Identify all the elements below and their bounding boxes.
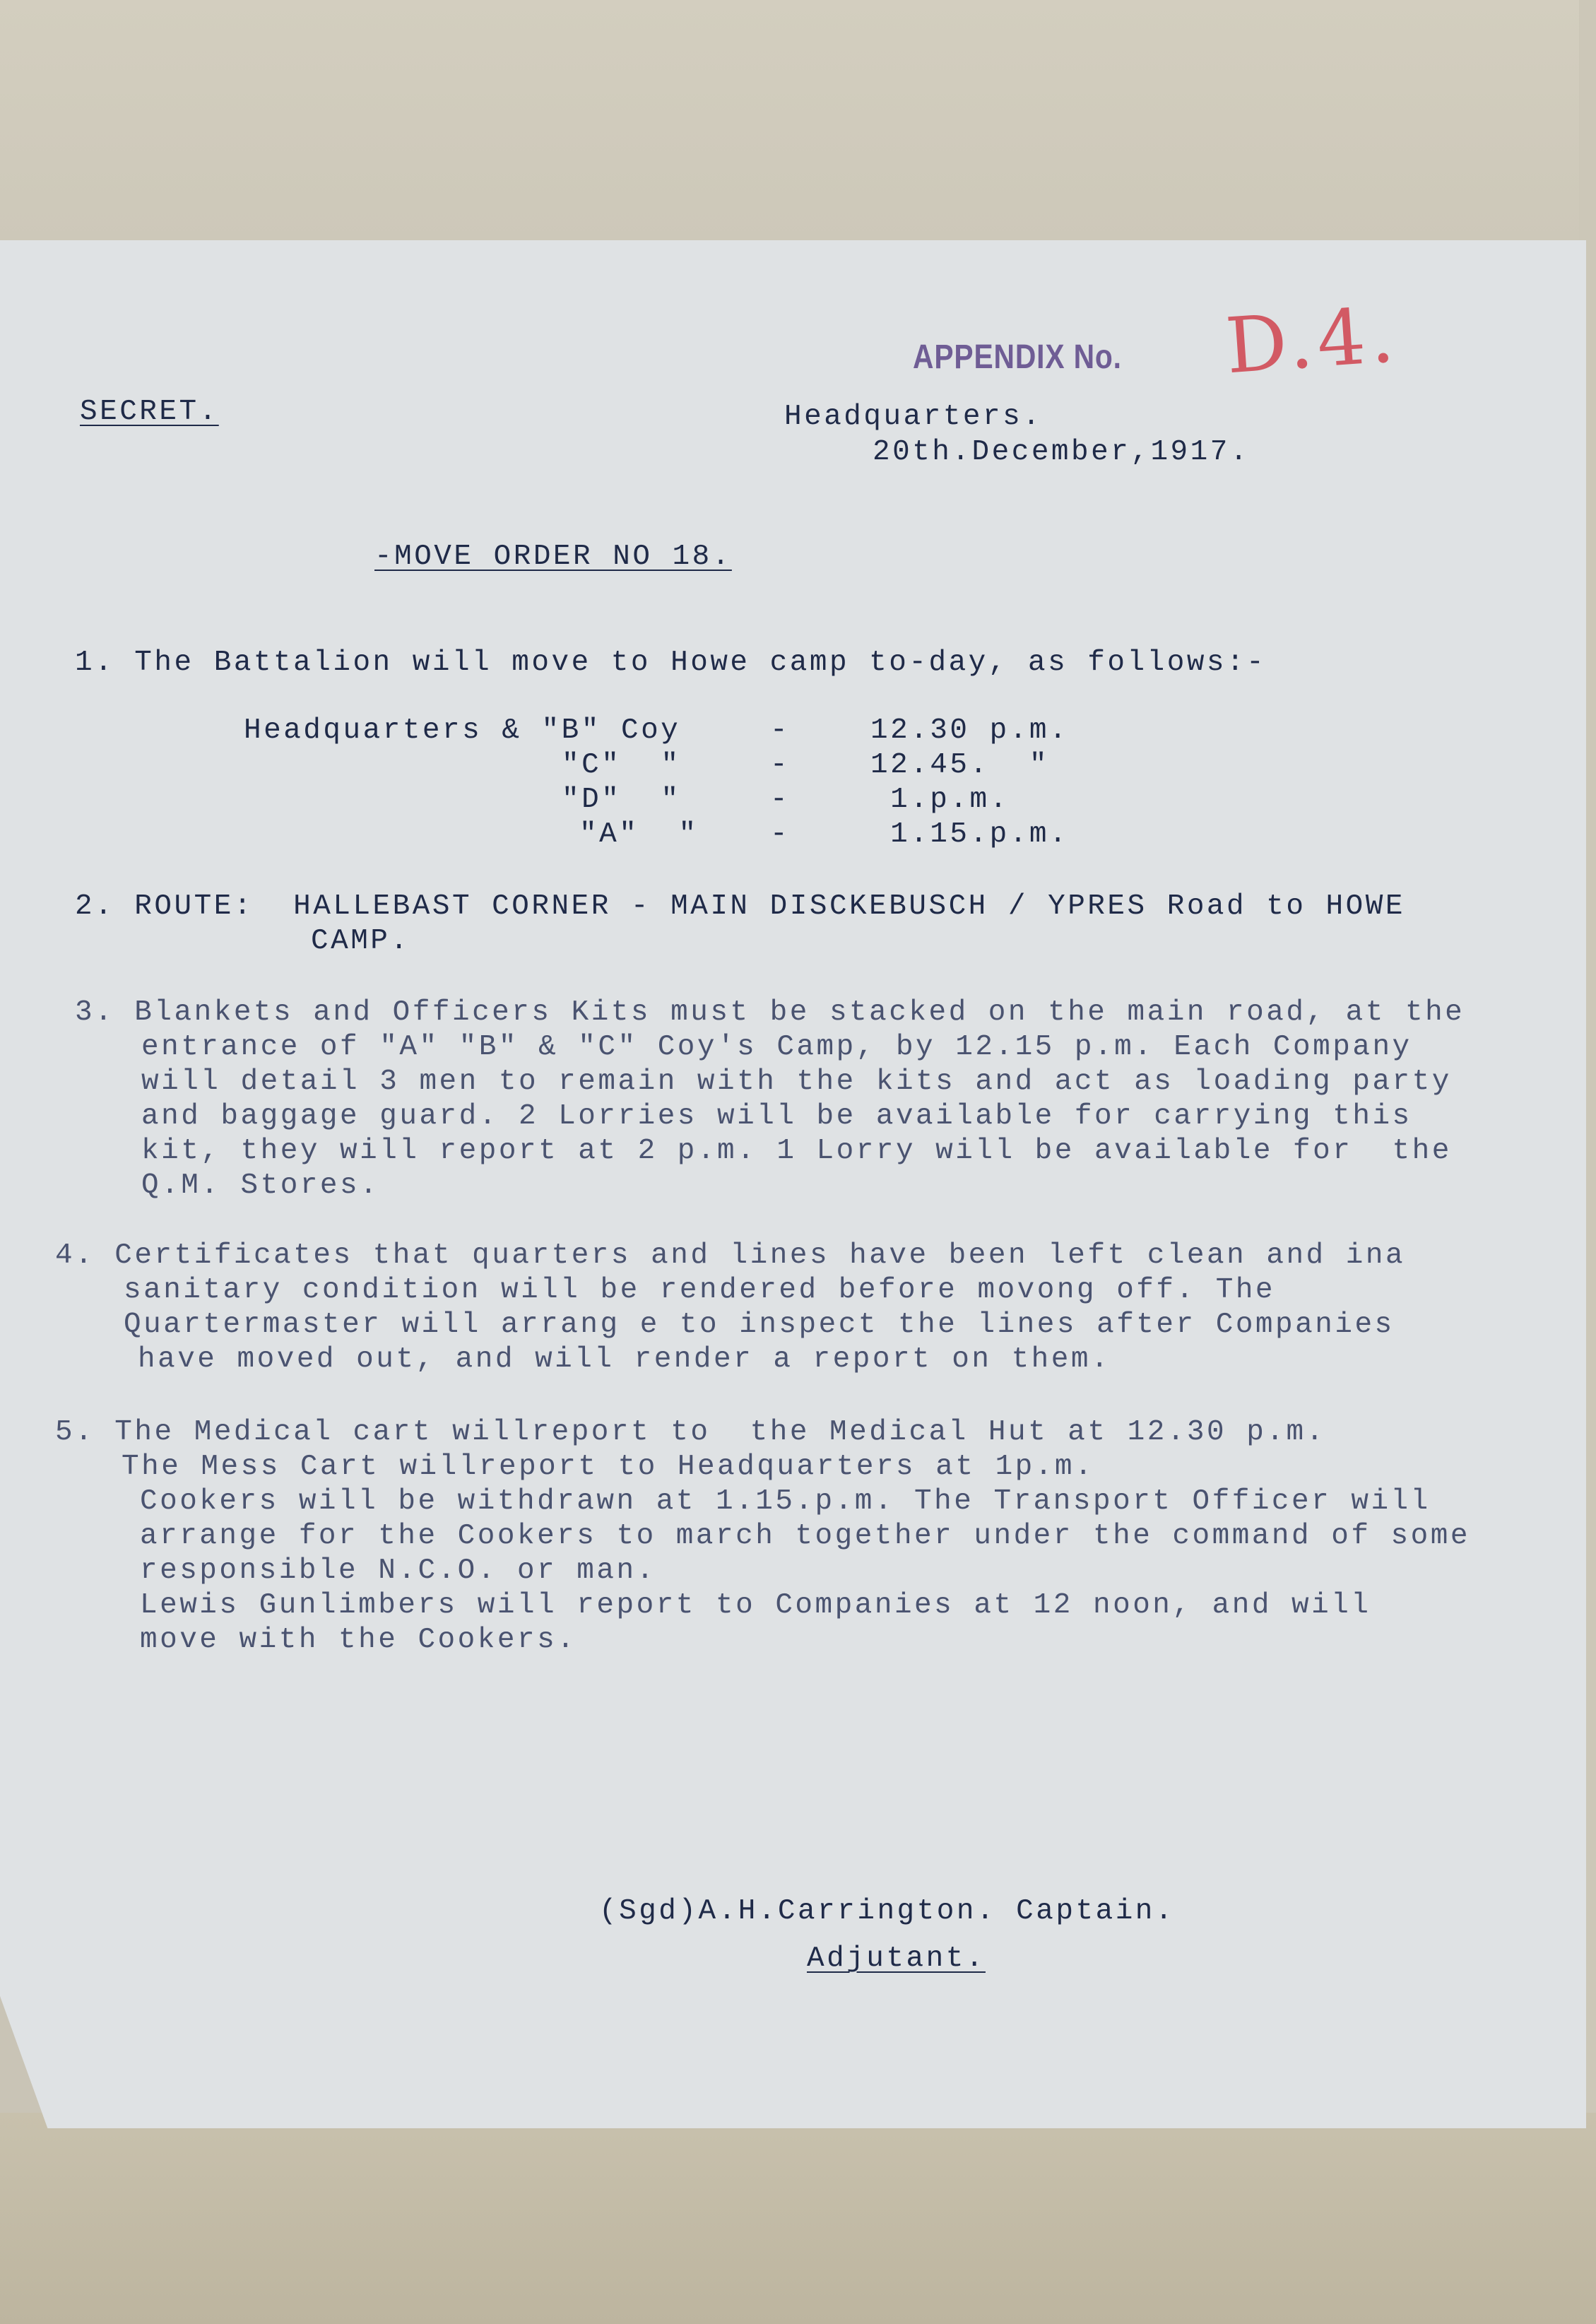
schedule-time: 12.30 p.m. [870,714,1070,747]
para4-line: sanitary condition will be rendered before movong off. The [124,1274,1276,1306]
schedule-unit: "C" " [562,749,681,781]
schedule-dash: - [770,784,791,816]
para3-line: entrance of "A" "B" & "C" Coy's Camp, by 12.15 p.m. Each Company [141,1031,1412,1063]
document-title: -MOVE ORDER NO 18. [374,541,732,573]
para2-line: CAMP. [311,925,410,957]
para5-line: arrange for the Cookers to march together under the command of some [140,1520,1470,1552]
schedule-unit: "A" " [579,818,699,851]
para5-line: Cookers will be withdrawn at 1.15.p.m. The Transport Officer will [140,1485,1431,1518]
para3-line: kit, they will report at 2 p.m. 1 Lorry will be available for the [141,1135,1452,1167]
para3-line: Q.M. Stores. [141,1169,380,1202]
para3-line: 3. Blankets and Officers Kits must be stacked on the main road, at the [75,996,1465,1029]
schedule-unit: Headquarters & "B" Coy [244,714,681,747]
para5-line: 5. The Medical cart willreport to the Medical Hut at 12.30 p.m. [55,1416,1326,1449]
para4-line: have moved out, and will render a report on them. [138,1343,1111,1376]
signature-line: (Sgd)A.H.Carrington. Captain. [599,1895,1176,1928]
schedule-dash: - [770,818,791,851]
location-label: Headquarters. [784,401,1043,433]
schedule-dash: - [770,749,791,781]
para5-line: move with the Cookers. [140,1624,577,1656]
para2-line: 2. ROUTE: HALLEBAST CORNER - MAIN DISCKEBUSCH / YPRES Road to HOWE [75,890,1405,923]
para4-line: 4. Certificates that quarters and lines have been left clean and ina [55,1239,1406,1272]
schedule-unit: "D" " [562,784,681,816]
appendix-handwritten-number: D.4. [1222,290,1402,391]
para4-line: Quartermaster will arrang e to inspect the lines after Companies [124,1309,1395,1341]
background-table-top [0,0,1596,244]
para5-line: responsible N.C.O. or man. [140,1555,656,1587]
background-table-bottom [0,2113,1596,2324]
schedule-time: 1.p.m. [870,784,1010,816]
schedule-time: 12.45. " [870,749,1049,781]
schedule-time: 1.15.p.m. [870,818,1070,851]
appendix-stamp: APPENDIX No. [913,338,1122,376]
para3-line: will detail 3 men to remain with the kits and act as loading party [141,1066,1452,1098]
date-label: 20th.December,1917. [873,436,1250,468]
para5-line: Lewis Gunlimbers will report to Companies at 12 noon, and will [140,1589,1371,1622]
para5-line: The Mess Cart willreport to Headquarters at 1p.m. [122,1451,1095,1483]
schedule-dash: - [770,714,791,747]
para3-line: and baggage guard. 2 Lorries will be available for carrying this [141,1100,1412,1133]
signature-title: Adjutant. [807,1942,986,1975]
classification-label: SECRET. [80,396,219,428]
para1-text: 1. The Battalion will move to Howe camp to-day, as follows:- [75,647,1267,679]
